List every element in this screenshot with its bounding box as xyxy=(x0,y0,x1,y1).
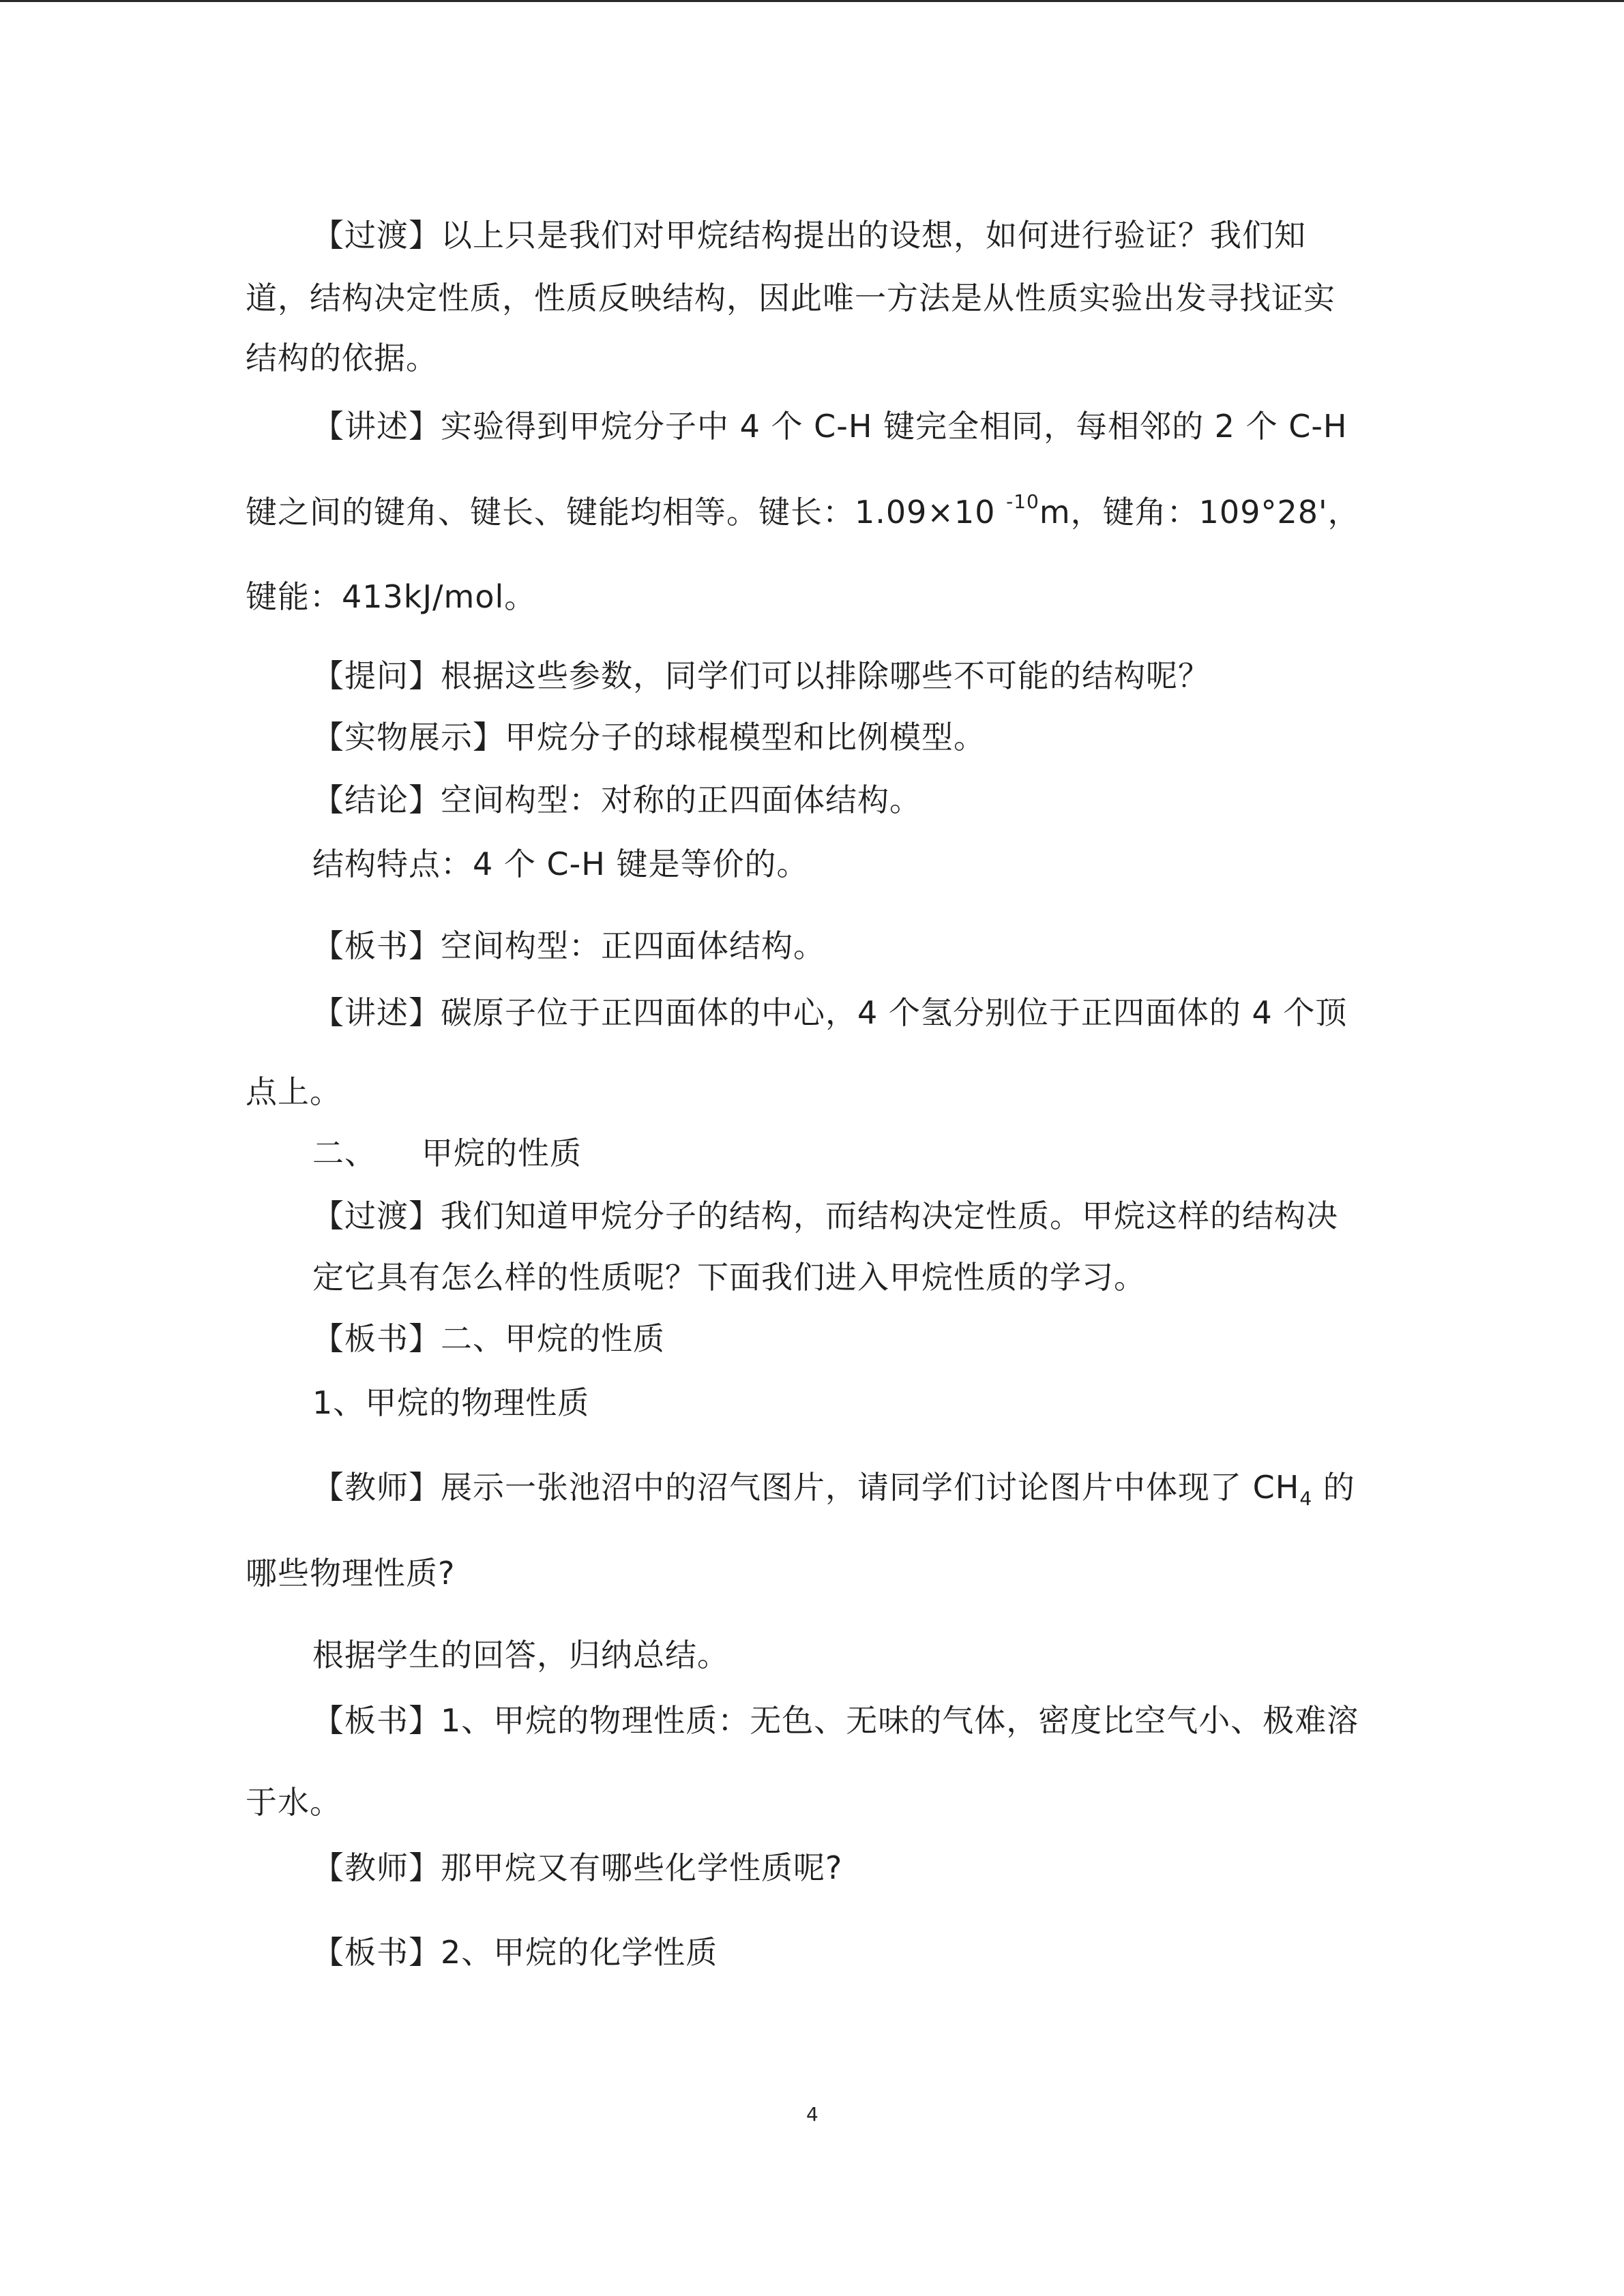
line-text: 根据学生的回答，归纳总结。 xyxy=(312,1637,729,1673)
line-text: 结构特点：4 个 C-H 键是等价的。 xyxy=(312,846,809,882)
line-text: 【教师】展示一张池沼中的沼气图片，请同学们讨论图片中体现了 CH xyxy=(312,1469,1300,1506)
paragraph-line xyxy=(246,342,438,374)
line-text: 【提问】根据这些参数，同学们可以排除哪些不可能的结构呢？ xyxy=(312,657,1210,694)
paragraph-line xyxy=(312,1259,1146,1296)
line-text: 键之间的键角、键长、键能均相等。键长：1.09×10 xyxy=(246,494,1007,531)
paragraph-line xyxy=(312,1320,665,1357)
paragraph-line xyxy=(312,657,1210,694)
paragraph-line xyxy=(312,719,986,756)
paragraph-line xyxy=(312,1469,1355,1510)
line-text: 定它具有怎么样的性质呢？下面我们进入甲烷性质的学习。 xyxy=(312,1259,1146,1296)
paragraph-line xyxy=(246,282,1335,314)
line-text: 【结论】空间构型：对称的正四面体结构。 xyxy=(312,781,921,818)
line-text: 1、甲烷的物理性质 xyxy=(312,1384,590,1421)
paragraph-line xyxy=(312,1934,718,1971)
line-text: 【过渡】以上只是我们对甲烷结构提出的设想，如何进行验证？我们知 xyxy=(312,217,1306,254)
line-text: m，键角：109°28'， xyxy=(1039,494,1360,531)
line-text: 【教师】那甲烷又有哪些化学性质呢? xyxy=(312,1849,843,1886)
section-title: 甲烷的性质 xyxy=(422,1135,582,1172)
line-text: 【讲述】碳原子位于正四面体的中心，4 个氢分别位于正四面体的 4 个顶 xyxy=(312,994,1348,1031)
line-text: 的 xyxy=(1312,1469,1355,1506)
paragraph-line xyxy=(312,781,921,818)
paragraph-line xyxy=(312,1384,590,1421)
line-text: 于水。 xyxy=(246,1784,342,1821)
paragraph-line xyxy=(312,217,1306,254)
line-text: 道，结构决定性质，性质反映结构，因此唯一方法是从性质实验出发寻找证实 xyxy=(246,280,1335,316)
line-text: 【板书】二、甲烷的性质 xyxy=(312,1320,665,1357)
paragraph-line xyxy=(312,1849,843,1886)
line-text: 【板书】1、甲烷的物理性质：无色、无味的气体，密度比空气小、极难溶 xyxy=(312,1702,1359,1739)
line-text: 【实物展示】甲烷分子的球棍模型和比例模型。 xyxy=(312,719,986,756)
section-heading xyxy=(312,1135,582,1172)
paragraph-line xyxy=(246,1784,342,1821)
paragraph-line xyxy=(312,408,1348,445)
line-text: 键能：413kJ/mol。 xyxy=(246,578,537,615)
line-text: 哪些物理性质? xyxy=(246,1555,456,1592)
paragraph-line xyxy=(246,490,1360,531)
paragraph-line xyxy=(312,1702,1359,1739)
section-number: 二、 xyxy=(312,1135,377,1172)
paragraph-line xyxy=(246,578,537,615)
line-text: 结构的依据。 xyxy=(246,340,438,376)
superscript-exponent: -10 xyxy=(1006,490,1039,513)
line-text: 点上。 xyxy=(246,1073,342,1110)
paragraph-line xyxy=(246,1073,342,1110)
paragraph-line xyxy=(312,848,808,880)
line-text: 【板书】2、甲烷的化学性质 xyxy=(312,1934,718,1971)
paragraph-line xyxy=(312,994,1348,1031)
line-text: 【过渡】我们知道甲烷分子的结构，而结构决定性质。甲烷这样的结构决 xyxy=(312,1197,1338,1234)
line-text: 【板书】空间构型：正四面体结构。 xyxy=(312,927,825,964)
paragraph-line xyxy=(312,1197,1338,1234)
paragraph-line xyxy=(312,927,825,964)
page-number: 4 xyxy=(806,2103,818,2126)
subscript-digit: 4 xyxy=(1299,1487,1313,1510)
paragraph-line xyxy=(246,1555,456,1592)
line-text: 【讲述】实验得到甲烷分子中 4 个 C-H 键完全相同，每相邻的 2 个 C-H xyxy=(312,408,1348,445)
page-top-border xyxy=(0,0,1624,2)
paragraph-line xyxy=(312,1639,729,1671)
